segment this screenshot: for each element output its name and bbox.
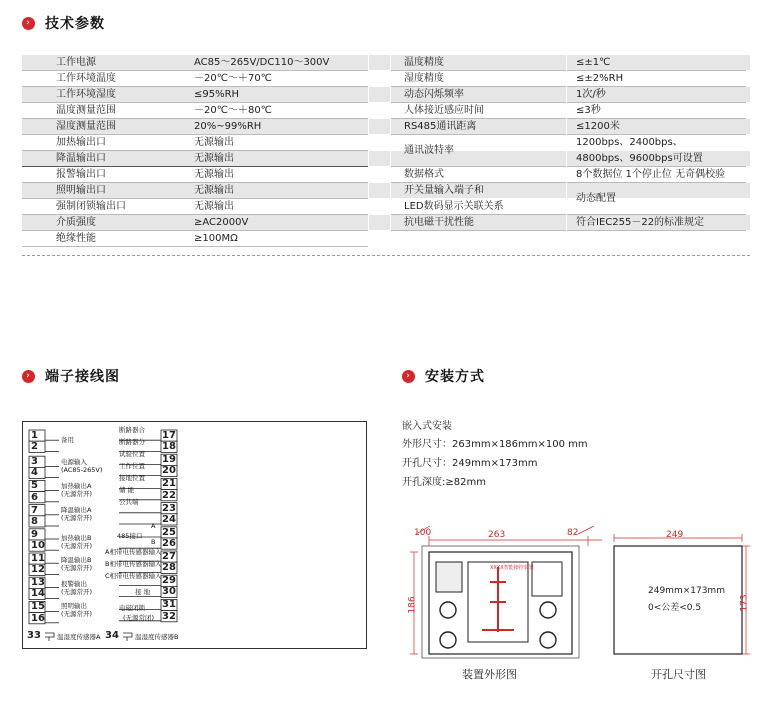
spec-value-line2: 4800bps、9600bps可设置 (576, 153, 703, 164)
terminal-number: 5 (31, 480, 38, 492)
terminals-title: 端子接线图 (45, 369, 120, 385)
terminal-number: 2 (31, 441, 38, 453)
spec-value: 无源输出 (194, 153, 234, 164)
terminal-number: 7 (31, 504, 38, 516)
left-terminal-label: 电源输入 (61, 458, 87, 466)
spec-value: 无源输出 (194, 169, 234, 180)
terminal-diagram (22, 421, 367, 649)
spec-value: 无源输出 (194, 185, 234, 196)
dim-263: 263 (488, 530, 506, 540)
terminal-number: 11 (31, 553, 45, 564)
spec-value: ≤3秒 (576, 105, 601, 116)
terminal-number: 14 (31, 588, 45, 600)
install-line-3: 开孔尺寸：249mm×173mm (402, 458, 538, 469)
spec-label-line2: LED数码显示关联关系 (404, 201, 504, 212)
device-outline-drawing (402, 522, 602, 662)
left-terminal-label: 加热输出A (61, 482, 92, 490)
spec-value: ≥AC2000V (194, 217, 249, 228)
install-title: 安装方式 (425, 369, 485, 385)
right-terminal-label: B (151, 538, 156, 546)
spec-value: 1次/秒 (576, 89, 606, 100)
terminal-number: 6 (31, 491, 38, 503)
spec-value: 符合IEC255－22的标准规定 (576, 217, 705, 228)
right-terminal-label: 工作位置 (119, 462, 145, 470)
left-terminal-label: (无源常开) (61, 564, 93, 572)
spec-value: 无源输出 (194, 201, 234, 212)
spec-label: 通讯波特率 (404, 145, 454, 156)
spec-label: 报警输出口 (56, 169, 106, 180)
install-line-1: 嵌入式安装 (402, 421, 452, 432)
spec-label: 强制闭锁输出口 (56, 201, 126, 212)
right-terminal-label: 接 地 (135, 588, 151, 596)
terminal-number: 26 (162, 538, 176, 549)
terminal-number: 32 (162, 610, 176, 622)
install-line-4: 开孔深度:≥82mm (402, 477, 486, 488)
terminal-number: 25 (162, 526, 176, 538)
column-divider (390, 55, 391, 231)
caption-device: 装置外形图 (462, 668, 517, 681)
spec-label: 工作电源 (56, 57, 96, 68)
dim-82: 82 (567, 528, 579, 538)
terminal-number: 20 (162, 465, 176, 477)
spec-value: ≤95%RH (194, 89, 240, 100)
column-divider (566, 55, 567, 231)
left-terminal-label: (AC85-265V) (61, 466, 103, 474)
left-terminal-label: 降温输出B (61, 556, 92, 564)
spec-value: ≤1200米 (576, 121, 620, 132)
left-terminal-label: (无源常开) (61, 542, 93, 550)
left-terminal-label: 照明输出 (61, 602, 87, 610)
row-divider (390, 134, 746, 135)
caption-cutout: 开孔尺寸图 (651, 668, 706, 681)
row-shade (22, 183, 750, 198)
chevron-right-icon: › (22, 17, 35, 30)
sensor-label: 温湿度传感器A (57, 633, 101, 641)
column-divider (368, 55, 369, 231)
terminal-number: 3 (31, 456, 38, 468)
spec-value: －20℃～＋70℃ (194, 73, 272, 84)
left-terminal-label: 加热输出B (61, 534, 92, 542)
dim-173: 173 (739, 594, 750, 612)
spec-value: 无源输出 (194, 137, 234, 148)
terminal-number: 19 (162, 454, 176, 466)
right-terminal-label: 断路器合 (119, 426, 145, 434)
left-terminal-label: (无源常开) (61, 610, 93, 618)
right-terminal-label: 储 能 (119, 486, 135, 494)
terminal-number: 24 (162, 513, 176, 525)
spec-label: 温度测量范围 (56, 105, 116, 116)
spec-label: 降温输出口 (56, 153, 106, 164)
spec-value: 20%~99%RH (194, 121, 262, 132)
row-divider (22, 246, 368, 247)
sensor-terminal-number: 34 (105, 630, 119, 641)
spec-value: 8个数据位 1个停止位 无奇偶校验 (576, 169, 726, 180)
spec-label: RS485通讯距离 (404, 121, 477, 132)
terminal-number: 1 (31, 430, 38, 441)
spec-label: 介质强度 (56, 217, 96, 228)
right-terminal-label: 试验位置 (119, 450, 145, 458)
install-section-title (402, 366, 485, 386)
spec-value: 动态配置 (576, 193, 616, 204)
spec-label: 绝缘性能 (56, 233, 96, 244)
terminal-number: 4 (31, 467, 38, 479)
dim-186: 186 (407, 596, 418, 614)
right-terminal-label: A (151, 522, 156, 530)
spec-label: 数据格式 (404, 169, 444, 180)
right-terminal-label: 电磁闭锁 (119, 604, 145, 612)
left-terminal-label: 报警输出 (61, 580, 87, 588)
terminal-number: 13 (31, 577, 45, 589)
spec-value: ≥100MΩ (194, 233, 238, 244)
table-bottom-rule (22, 255, 750, 256)
right-terminal-label: 公共端 (119, 498, 139, 506)
left-terminal-label: 降温输出A (61, 506, 92, 514)
left-terminal-label: (无源常开) (61, 588, 93, 596)
terminal-number: 22 (162, 489, 176, 501)
terminal-number: 9 (31, 528, 38, 540)
sensor-connector-icon (45, 633, 54, 641)
terminal-number: 27 (162, 551, 176, 562)
terminal-number: 23 (162, 502, 176, 514)
terminal-number: 16 (31, 612, 45, 624)
dim-100: 100 (414, 528, 432, 538)
right-terminal-label: A相带电传感器输入 (105, 548, 162, 556)
chevron-right-icon: › (22, 370, 35, 383)
spec-label: 工作环境温度 (56, 73, 116, 84)
panel-label: XXXX智能操控装置 (490, 565, 534, 571)
right-terminal-label: B相带电传感器输入 (105, 560, 162, 568)
spec-value: AC85～265V/DC110～300V (194, 57, 330, 68)
right-terminal-label: (无源常闭) (123, 614, 155, 622)
specs-section-title (22, 13, 105, 33)
terminal-number: 8 (31, 515, 38, 527)
sensor-connector-icon (123, 633, 132, 641)
spec-label: 开关量输入端子和 (404, 185, 484, 196)
sensor-label: 温湿度传感器B (135, 633, 179, 641)
terminal-number: 21 (162, 478, 176, 490)
spec-value: ≤±1℃ (576, 57, 611, 68)
spec-label: 加热输出口 (56, 137, 106, 148)
left-terminal-label: (无源常开) (61, 514, 93, 522)
terminal-number: 28 (162, 562, 176, 574)
install-line-2: 外形尺寸：263mm×186mm×100 mm (402, 439, 588, 450)
cutout-tolerance-text: 0<公差<0.5 (648, 603, 702, 613)
row-divider (390, 230, 746, 231)
terminal-number: 18 (162, 441, 176, 453)
spec-value: －20℃～＋80℃ (194, 105, 272, 116)
specs-title: 技术参数 (45, 16, 105, 32)
spec-label: 温度精度 (404, 57, 444, 68)
terminal-number: 31 (162, 599, 176, 611)
spec-value: ≤±2%RH (576, 73, 624, 84)
left-terminal-label: (无源常开) (61, 490, 93, 498)
left-terminal-label: 备用 (61, 436, 74, 444)
terminal-number: 30 (162, 586, 176, 598)
spec-label: 动态闪烁频率 (404, 89, 464, 100)
spec-label: 湿度精度 (404, 73, 444, 84)
row-shade (22, 87, 750, 102)
sensor-terminal-number: 33 (27, 630, 41, 641)
terminal-number: 17 (162, 430, 176, 441)
right-terminal-label: 接地位置 (119, 474, 145, 482)
terminal-number: 12 (31, 564, 45, 576)
chevron-right-icon: › (402, 370, 415, 383)
terminal-number: 10 (31, 540, 45, 551)
terminal-number: 29 (162, 575, 176, 587)
right-terminal-label: C相带电传感器输入 (105, 572, 162, 580)
right-terminal-label: 断路器分 (119, 438, 145, 446)
spec-label: 照明输出口 (56, 185, 106, 196)
terminal-number: 15 (31, 601, 45, 613)
terminals-section-title (22, 366, 120, 386)
spec-value: 1200bps、2400bps、 (576, 137, 683, 148)
spec-label: 湿度测量范围 (56, 121, 116, 132)
spec-label: 工作环境湿度 (56, 89, 116, 100)
row-shade (22, 55, 750, 70)
cutout-size-text: 249mm×173mm (648, 586, 725, 596)
spec-label: 人体接近感应时间 (404, 105, 484, 116)
spec-label: 抗电磁干扰性能 (404, 217, 474, 228)
row-shade (22, 119, 750, 134)
right-terminal-label: 485接口 (117, 532, 143, 540)
dim-249: 249 (666, 530, 684, 540)
